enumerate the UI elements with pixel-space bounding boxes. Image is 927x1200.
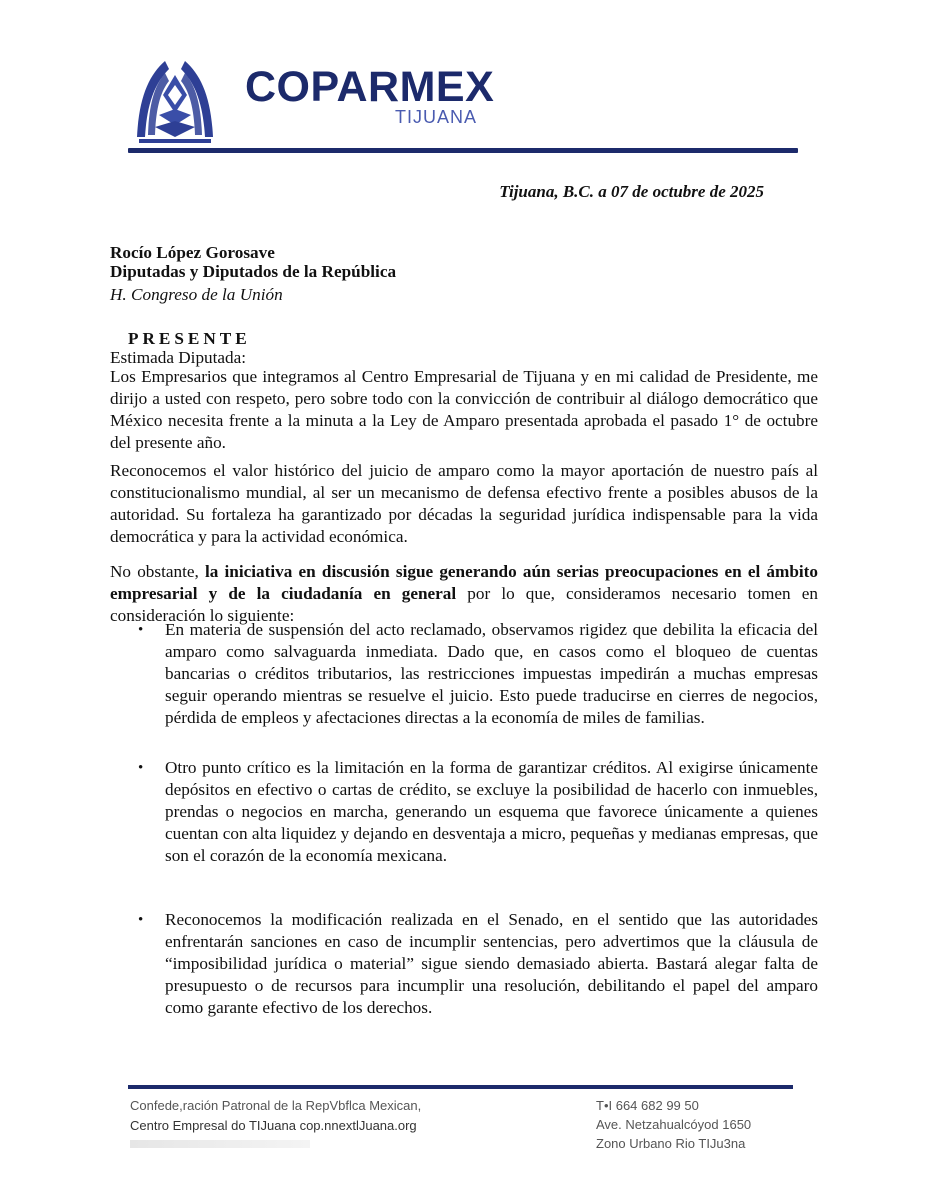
- paragraph-amparo-value: Reconocemos el valor histórico del juicio de amparo como la mayor aportación de nuestro país al constitucionalismo mundial, al ser un mecanismo de defensa efectivo frente a posibles abusos de la autoridad. Su fortaleza ha garantizado por décadas la seguridad jurídica indispensable para la vida democrática y para la actividad económica.: [110, 461, 818, 546]
- bullet-icon: •: [138, 622, 144, 638]
- paragraph-intro: Los Empresarios que integramos al Centro Empresarial de Tijuana y en mi calidad de Presidente, me dirijo a usted con respeto, pero sobre todo con la convicción de contribuir al diálogo democrático que México necesita frente a la minuta a la Ley de Amparo presentada aprobada el pasado 1° de octubre del presente año.: [110, 367, 818, 452]
- paragraph-concerns-emphasis: la iniciativa en discusión sigue generando aún serias preocupaciones en el ámbito empresarial y de la ciudadanía en general: [110, 562, 818, 603]
- footer-contact: [596, 1096, 751, 1153]
- recipient-name: Rocío López Gorosave: [110, 243, 275, 262]
- footer-organization: [130, 1096, 421, 1136]
- footer-org-line: Confede,ración Patronal de la RepVbflca Mexican,: [130, 1098, 422, 1113]
- bullet-list: [138, 909, 818, 1019]
- bullet-icon: •: [138, 912, 144, 928]
- coparmex-logo-icon: [135, 55, 215, 145]
- paragraph-concerns: [110, 561, 818, 627]
- recipient-title: Diputadas y Diputados de la República: [110, 262, 397, 281]
- bullet-icon: •: [138, 760, 144, 776]
- list-item: [138, 619, 818, 729]
- bullet-list: [138, 619, 818, 729]
- bullet-text: Reconocemos la modificación realizada en el Senado, en el sentido que las autoridades enfrentarán sanciones en caso de incumplir sentencias, pero advertimos que la cláusula de “imposibilidad jurídica o material” sigue siendo demasiado abierta. Bastará alegar falta de presupuesto o de recursos para incumplir una resolución, debilitando el papel del amparo como garante efectivo de los derechos.: [165, 910, 818, 1017]
- scan-artifact: [130, 1140, 310, 1148]
- recipient-organization: H. Congreso de la Unión: [110, 285, 283, 304]
- footer-address: Ave. Netzahualcóyod 1650: [596, 1117, 752, 1132]
- footer-phone: T•I 664 682 99 50: [596, 1098, 699, 1113]
- bullet-text: Otro punto crítico es la limitación en la forma de garantizar créditos. Al exigirse únicamente depósitos en efectivo o cartas de crédito, se excluye la posibilidad de hacerlo con inmuebles, prendas o negocios en marcha, generando un esquema que favorece únicamente a quienes cuentan con alta liquidez y dejando en desventaja a micro, pequeñas y medianas empresas, que son el corazón de la economía mexicana.: [165, 758, 818, 865]
- paragraph-concerns-tail: por lo que, consideramos necesario tomen en consideración lo siguiente:: [110, 584, 818, 625]
- bullet-list: [138, 757, 818, 867]
- presente-heading: PRESENTE: [128, 329, 251, 348]
- header-divider: [128, 148, 798, 153]
- brand-subtitle: TIJUANA: [395, 107, 478, 127]
- salutation: Estimada Diputada:: [110, 348, 247, 367]
- paragraph-concerns-lead: No obstante,: [110, 562, 205, 581]
- bullet-text: En materia de suspensión del acto reclamado, observamos rigidez que debilita la eficacia del amparo como salvaguarda inmediata. Dado que, en casos como el bloqueo de cuentas bancarias o créditos tributarios, las restricciones impuestas impedirán a muchas empresas seguir operando mientras se resuelve el juicio. Esto puede traducirse en cierres de negocios, pérdida de empleos y afectaciones directas a la economía de miles de familias.: [165, 620, 818, 727]
- list-item: [138, 909, 818, 1019]
- footer-zone: Zono Urbano Rio TIJu3na: [596, 1136, 746, 1151]
- brand-name: COPARMEX: [245, 63, 495, 111]
- footer-divider: [128, 1085, 793, 1089]
- footer-org-line: Centro Empresal do TIJuana cop.nnextlJuana.org: [130, 1118, 417, 1133]
- list-item: [138, 757, 818, 867]
- letter-date: Tijuana, B.C. a 07 de octubre de 2025: [499, 182, 764, 201]
